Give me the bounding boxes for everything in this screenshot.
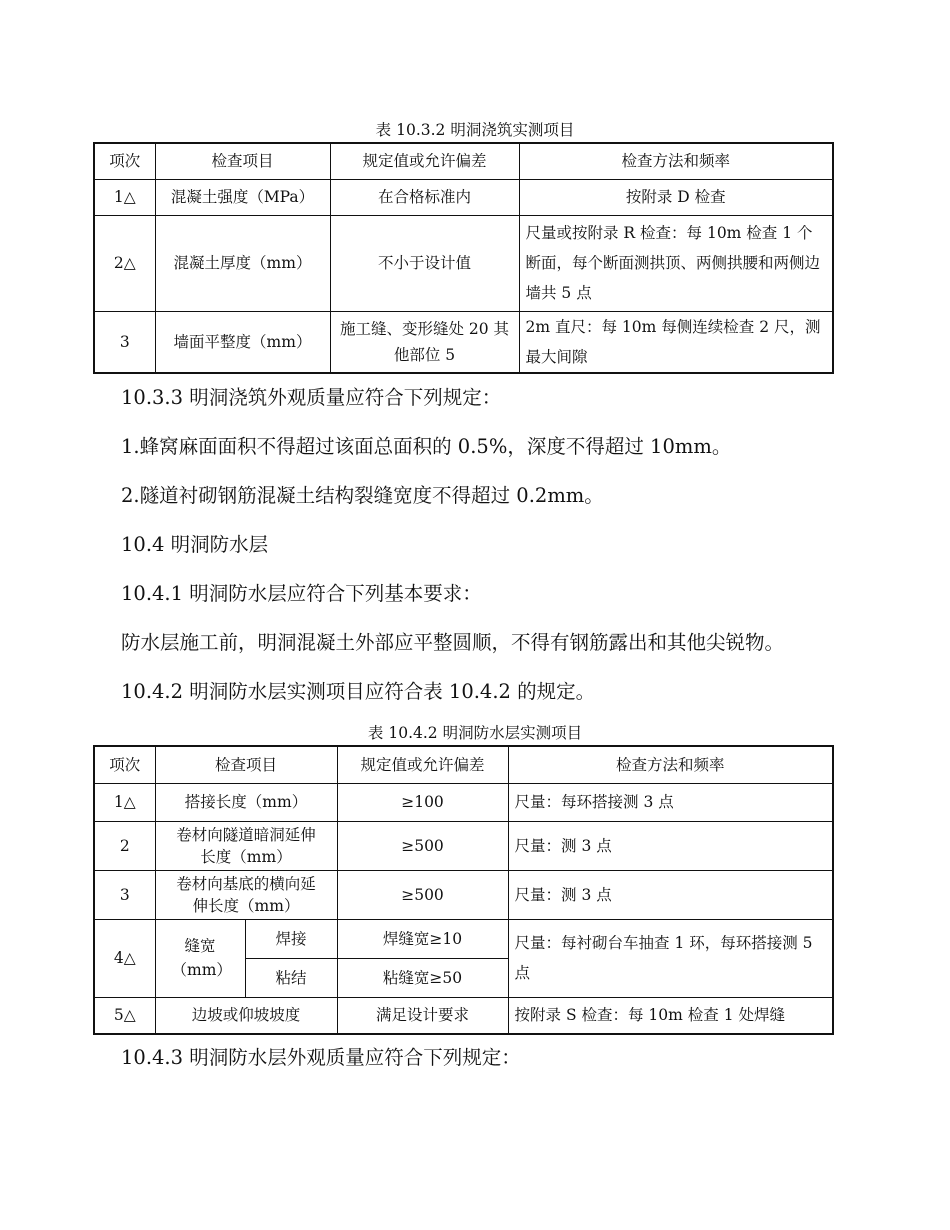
table-cell: 2△ [94, 215, 155, 311]
paragraph: 10.4.2 明洞防水层实测项目应符合表 10.4.2 的规定。 [121, 680, 596, 703]
paragraph: 10.4.1 明洞防水层应符合下列基本要求： [121, 582, 482, 605]
table-row [94, 179, 833, 215]
table-cell: 5△ [94, 997, 155, 1034]
table-cell: 2m 直尺：每 10m 每侧连续检查 2 尺，测最大间隙 [519, 311, 833, 373]
table1-header-cell: 规定值或允许偏差 [330, 143, 519, 179]
paragraph: 10.3.3 明洞浇筑外观质量应符合下列规定： [121, 386, 502, 409]
table2-header-row [94, 746, 833, 783]
table1-header-cell: 检查项目 [155, 143, 330, 179]
table-cell: 施工缝、变形缝处 20 其他部位 5 [330, 311, 519, 373]
paragraph: 10.4.3 明洞防水层外观质量应符合下列规定： [121, 1046, 521, 1069]
table-row [94, 783, 833, 821]
table-cell: 尺量：测 3 点 [508, 821, 833, 870]
table1-header-row [94, 143, 833, 179]
table2-header-cell: 规定值或允许偏差 [337, 746, 508, 783]
table-cell: 1△ [94, 783, 155, 821]
table1-caption: 表 10.3.2 明洞浇筑实测项目 [375, 121, 575, 139]
table1-header-cell: 检查方法和频率 [519, 143, 833, 179]
table-cell: ≥500 [337, 821, 508, 870]
paragraph: 2.隧道衬砌钢筋混凝土结构裂缝宽度不得超过 0.2mm。 [121, 484, 604, 507]
table-cell: 边坡或仰坡坡度 [155, 997, 337, 1034]
table-cell: 尺量：测 3 点 [508, 870, 833, 919]
table-cell: 尺量：每环搭接测 3 点 [508, 783, 833, 821]
paragraph: 1.蜂窝麻面面积不得超过该面总面积的 0.5%，深度不得超过 10mm。 [121, 435, 732, 458]
table-cell: 按附录 D 检查 [519, 179, 833, 215]
table-cell: 尺量或按附录 R 检查：每 10m 检查 1 个断面，每个断面测拱顶、两侧拱腰和两侧边墙共 5 点 [519, 215, 833, 311]
table-cell: 4△ [94, 919, 155, 997]
table2-header-cell: 检查项目 [155, 746, 337, 783]
table-cell: 3 [94, 311, 155, 373]
table-row [94, 919, 833, 958]
table1 [93, 142, 834, 374]
table-cell: 1△ [94, 179, 155, 215]
table-cell: 混凝土厚度（mm） [155, 215, 330, 311]
table-cell: 按附录 S 检查：每 10m 检查 1 处焊缝 [508, 997, 833, 1034]
table-cell: 粘缝宽≥50 [337, 958, 508, 997]
table2-header-cell: 项次 [94, 746, 155, 783]
table-cell: ≥500 [337, 870, 508, 919]
table-cell: 卷材向隧道暗洞延伸长度（mm） [155, 821, 337, 870]
table-row [94, 311, 833, 373]
table-cell: 尺量：每衬砌台车抽查 1 环，每环搭接测 5 点 [508, 919, 833, 997]
table-cell: 粘结 [245, 958, 337, 997]
table-cell: 焊接 [245, 919, 337, 958]
table2 [93, 745, 834, 1035]
table-cell: 搭接长度（mm） [155, 783, 337, 821]
table-cell: 满足设计要求 [337, 997, 508, 1034]
section-heading: 10.4 明洞防水层 [121, 533, 269, 556]
paragraph: 防水层施工前，明洞混凝土外部应平整圆顺，不得有钢筋露出和其他尖锐物。 [121, 631, 785, 654]
table-cell: 在合格标准内 [330, 179, 519, 215]
table-cell: ≥100 [337, 783, 508, 821]
table-row [94, 997, 833, 1034]
table-cell: 2 [94, 821, 155, 870]
table-cell: 缝宽（mm） [155, 919, 245, 997]
table-row [94, 821, 833, 870]
table-row [94, 870, 833, 919]
table-cell: 混凝土强度（MPa） [155, 179, 330, 215]
table-cell: 焊缝宽≥10 [337, 919, 508, 958]
table1-header-cell: 项次 [94, 143, 155, 179]
table-row [94, 215, 833, 311]
table-cell: 墙面平整度（mm） [155, 311, 330, 373]
table2-caption: 表 10.4.2 明洞防水层实测项目 [367, 724, 583, 742]
table-cell: 3 [94, 870, 155, 919]
table-cell: 不小于设计值 [330, 215, 519, 311]
table-cell: 卷材向基底的横向延伸长度（mm） [155, 870, 337, 919]
table2-header-cell: 检查方法和频率 [508, 746, 833, 783]
